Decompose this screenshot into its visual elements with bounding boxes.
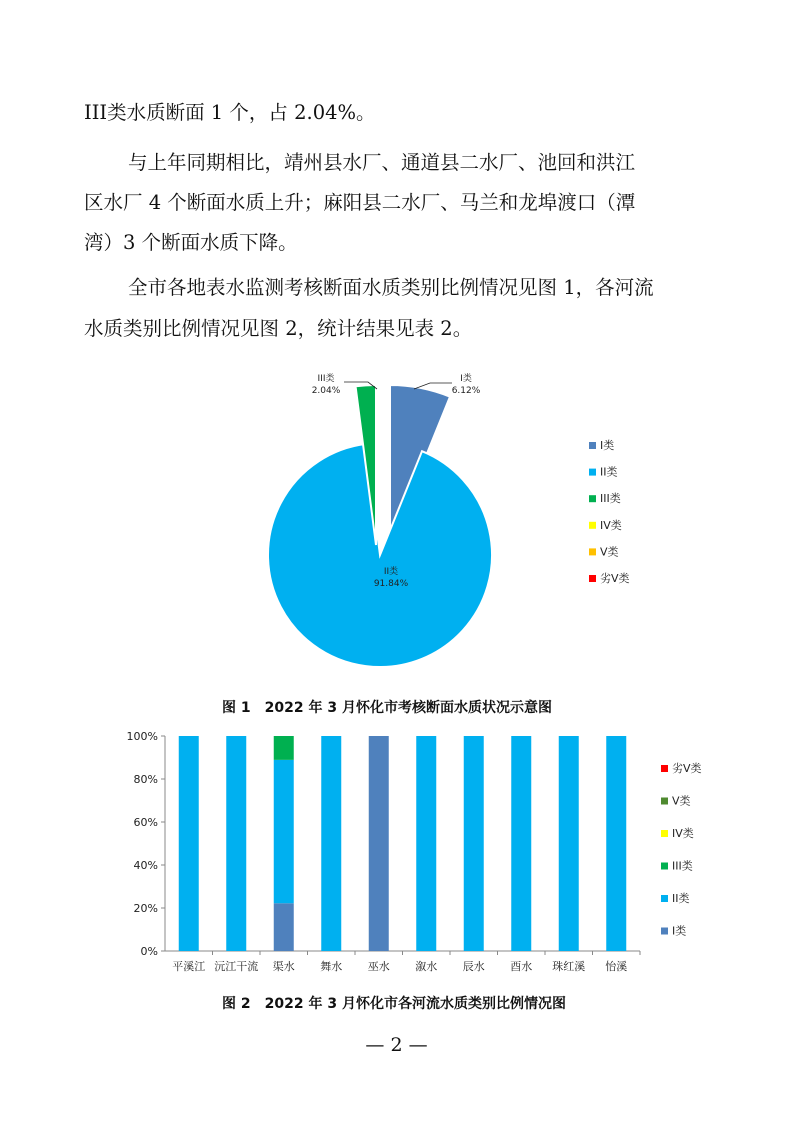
pie-legend-label-4: V类 [600,545,619,559]
bar-segment-7-1 [511,736,531,951]
bar-segment-8-1 [559,736,579,951]
bar-legend-label-3: III类 [672,859,693,873]
bar-segment-1-1 [226,736,246,951]
paragraph-line-3: 区水厂 4 个断面水质上升；麻阳县二水厂、马兰和龙埠渡口（潭 [84,191,636,214]
bar-segment-2-0 [274,903,294,951]
bar-ytick-label-4: 80% [133,773,158,786]
bar-segment-9-1 [606,736,626,951]
paragraph-line-6: 水质类别比例情况见图 2，统计结果见表 2。 [84,317,473,340]
bar-legend-label-4: II类 [672,892,690,905]
bar-legend-label-2: IV类 [672,827,694,840]
bar-segment-2-1 [274,760,294,903]
figure-2-caption: 图 2 2022 年 3 月怀化市各河流水质类别比例情况图 [222,996,566,1012]
pie-label-II-0: II类 [383,567,399,577]
bar-ytick-label-5: 100% [126,730,158,743]
pie-label-I-1: 6.12% [451,386,481,396]
paragraph-line-1: III类水质断面 1 个，占 2.04%。 [84,101,376,124]
bar-ytick-label-1: 20% [133,902,158,915]
pie-label-I-0: I类 [460,374,472,384]
bar-legend-label-1: V类 [672,794,691,808]
bar-segment-0-1 [179,736,199,951]
bar-ytick-label-3: 60% [133,816,158,829]
bar-category-label-5: 溆水 [415,960,438,973]
bar-legend-swatch-2 [661,830,668,837]
figure-1-caption: 图 1 2022 年 3 月怀化市考核断面水质状况示意图 [222,700,552,716]
bar-segment-4-0 [369,736,389,951]
bar-segment-6-1 [464,736,484,951]
bar-segment-2-2 [274,736,294,760]
bar-legend-swatch-5 [661,928,668,935]
pie-legend-label-1: II类 [600,465,618,479]
bar-category-label-1: 沅江干流 [214,960,259,973]
bar-segment-3-1 [321,736,341,951]
bar-category-label-6: 辰水 [462,960,485,973]
pie-legend-label-0: I类 [600,439,615,452]
pie-label-III-1: 2.04% [311,386,341,396]
bar-legend-swatch-3 [661,863,668,870]
pie-legend-label-5: 劣V类 [600,572,630,585]
bar-category-label-7: 酉水 [510,960,533,973]
bar-legend-swatch-0 [661,765,668,772]
pie-label-II-1: 91.84% [373,579,409,589]
bar-segment-5-1 [416,736,436,951]
bar-legend-swatch-1 [661,798,668,805]
bar-legend-label-0: 劣V类 [672,762,702,775]
bar-category-label-9: 怡溪 [605,960,628,973]
pie-legend-label-3: IV类 [600,518,622,532]
bar-category-label-0: 平溪江 [172,960,206,973]
bar-category-label-3: 舞水 [320,960,343,973]
paragraph-line-4: 湾）3 个断面水质下降。 [84,231,298,254]
pie-label-III-0: III类 [317,374,335,384]
paragraph-line-5: 全市各地表水监测考核断面水质类别比例情况见图 1，各河流 [128,276,654,299]
bar-legend-label-5: I类 [672,924,687,938]
bar-ytick-label-0: 0% [140,945,158,958]
pie-legend-label-2: III类 [600,492,621,506]
bar-category-label-4: 巫水 [367,960,390,973]
bar-category-label-8: 珠红溪 [552,960,586,973]
bar-ytick-label-2: 40% [133,859,158,872]
page-number: — 2 — [365,1034,428,1056]
bar-legend-swatch-4 [661,895,668,902]
bar-category-label-2: 渠水 [272,960,295,973]
paragraph-line-2: 与上年同期相比，靖州县水厂、通道县二水厂、池回和洪江 [128,151,636,174]
